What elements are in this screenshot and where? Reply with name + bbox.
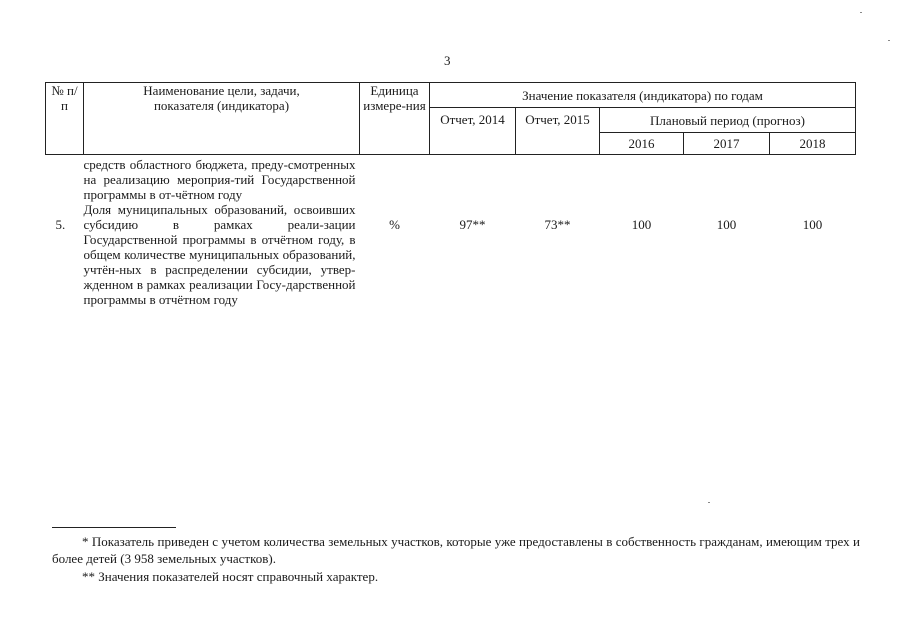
row-value-2014: 97** (459, 217, 486, 232)
header-num: № п/п (46, 83, 84, 155)
continued-row-name: средств областного бюджета, преду-смотренных на реализацию мероприя-тий Государственной программы в от-чётном году (83, 157, 356, 202)
header-name: Наименование цели, задачи, показателя (индикатора) (84, 83, 360, 155)
header-year-2016: 2016 (600, 133, 684, 155)
scan-speck (708, 502, 710, 503)
page-number: 3 (444, 53, 451, 68)
header-year-2017: 2017 (684, 133, 770, 155)
row-value-2015: 73** (544, 217, 571, 232)
header-plan-group: Плановый период (прогноз) (600, 108, 856, 133)
header-report-2014: Отчет, 2014 (430, 108, 516, 155)
indicator-table (45, 82, 856, 307)
header-values-group: Значение показателя (индикатора) по годам (430, 83, 856, 108)
header-report-2015: Отчет, 2015 (516, 108, 600, 155)
header-year-2018: 2018 (770, 133, 856, 155)
footnote-2: ** Значения показателей носят справочный характер. (82, 569, 379, 584)
row-indicator-name: Доля муниципальных образований, освоивших субсидию в рамках реали-зации Государственной программы в отчётном году, в общем количестве муниципальных образований, учтён-ных в распределении субсидии, утвер-жденном в рамках реализации Госу-дарственной программы в отчётном году (83, 202, 356, 307)
row-unit: % (389, 217, 400, 232)
row-number: 5. (55, 217, 66, 232)
table-row (46, 202, 856, 307)
scan-speck (888, 40, 890, 41)
table-row-continued (46, 155, 856, 203)
row-value-2018: 100 (802, 217, 823, 232)
row-value-2017: 100 (716, 217, 737, 232)
row-value-2016: 100 (631, 217, 652, 232)
footnote-1: * Показатель приведен с учетом количества земельных участков, которые уже предоставлены в собственность гражданам, имеющим трех и более детей (3 958 земельных участков). (52, 534, 860, 566)
scan-speck (860, 12, 862, 13)
header-unit: Единица измере-ния (360, 83, 430, 155)
footnote-rule (52, 527, 176, 528)
